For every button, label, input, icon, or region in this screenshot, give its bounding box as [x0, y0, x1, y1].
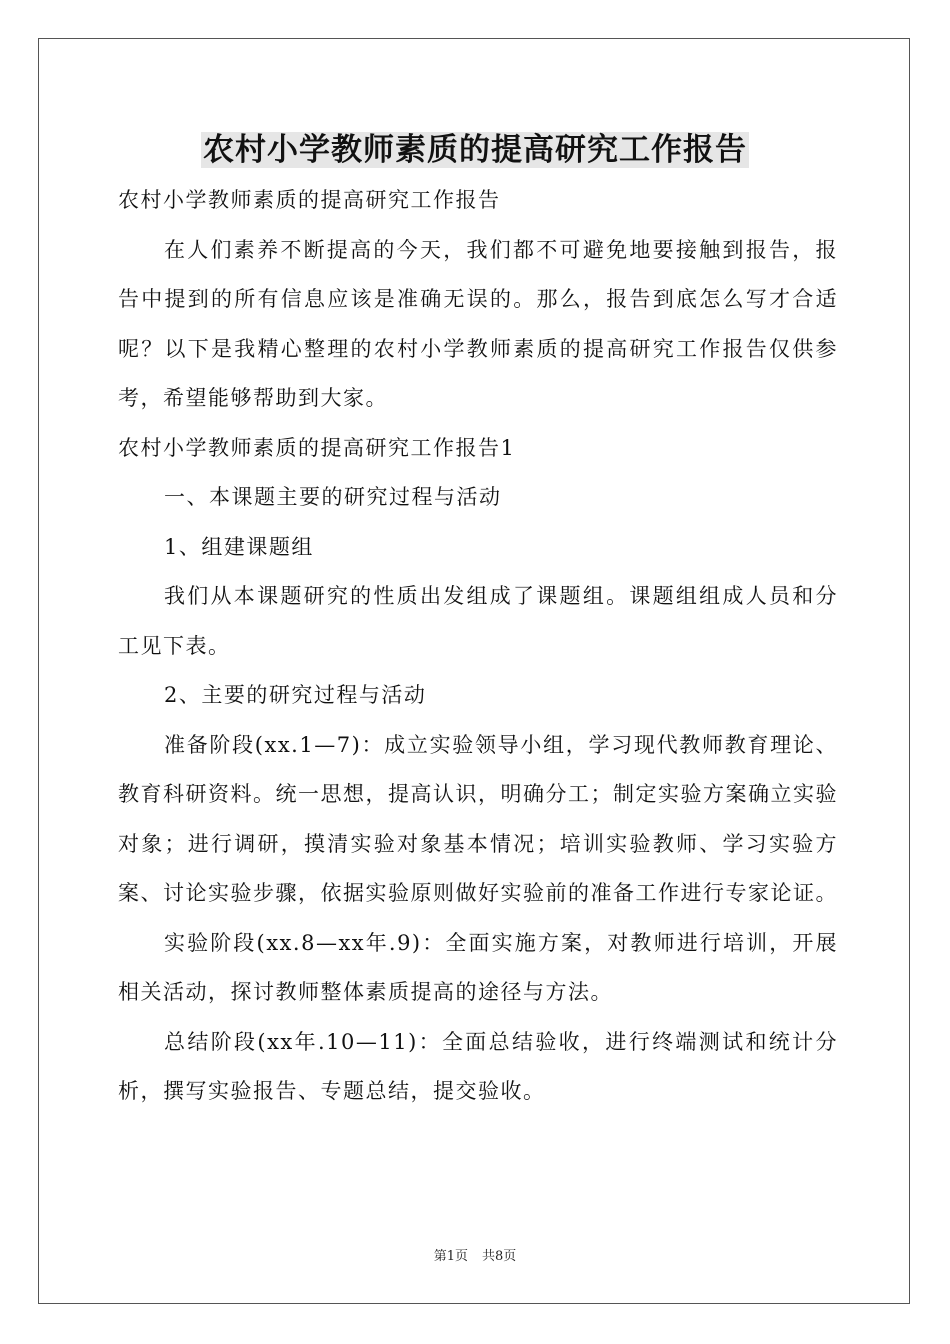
document-body	[118, 176, 838, 1117]
paragraph-section-heading: 一、本课题主要的研究过程与活动	[164, 485, 502, 509]
paragraph-subsection-1: 1、组建课题组	[164, 534, 314, 559]
document-title-text: 农村小学教师素质的提高研究工作报告	[203, 132, 747, 168]
paragraph-team: 我们从本课题研究的性质出发组成了课题组。课题组组成人员和分工见下表。	[118, 584, 838, 658]
paragraph-experiment-stage: 实验阶段(xx.8—xx年.9)：全面实施方案，对教师进行培训，开展相关活动，探讨教师整体素质提高的途径与方法。	[118, 930, 838, 1004]
paragraph-summary-stage: 总结阶段(xx年.10—11)：全面总结验收，进行终端测试和统计分析，撰写实验报告、专题总结，提交验收。	[118, 1029, 838, 1103]
page-total: 共8页	[482, 1249, 517, 1264]
paragraph-subsection-2: 2、主要的研究过程与活动	[164, 683, 427, 707]
paragraph-intro: 在人们素养不断提高的今天，我们都不可避免地要接触到报告，报告中提到的所有信息应该是准确无误的。那么，报告到底怎么写才合适呢？以下是我精心整理的农村小学教师素质的提高研究工作报告仅供参考，希望能够帮助到大家。	[118, 237, 838, 410]
page-number: 第1页	[433, 1249, 468, 1264]
page-footer	[0, 1245, 950, 1264]
paragraph-subtitle: 农村小学教师素质的提高研究工作报告	[118, 188, 501, 212]
paragraph-prep-stage: 准备阶段(xx.1—7)：成立实验领导小组，学习现代教师教育理论、教育科研资料。统一思想，提高认识，明确分工；制定实验方案确立实验对象；进行调研，摸清实验对象基本情况；培训实验教师、学习实验方案、讨论实验步骤，依据实验原则做好实验前的准备工作进行专家论证。	[118, 732, 838, 905]
paragraph-report-heading: 农村小学教师素质的提高研究工作报告1	[118, 435, 516, 460]
document-title	[0, 120, 950, 180]
